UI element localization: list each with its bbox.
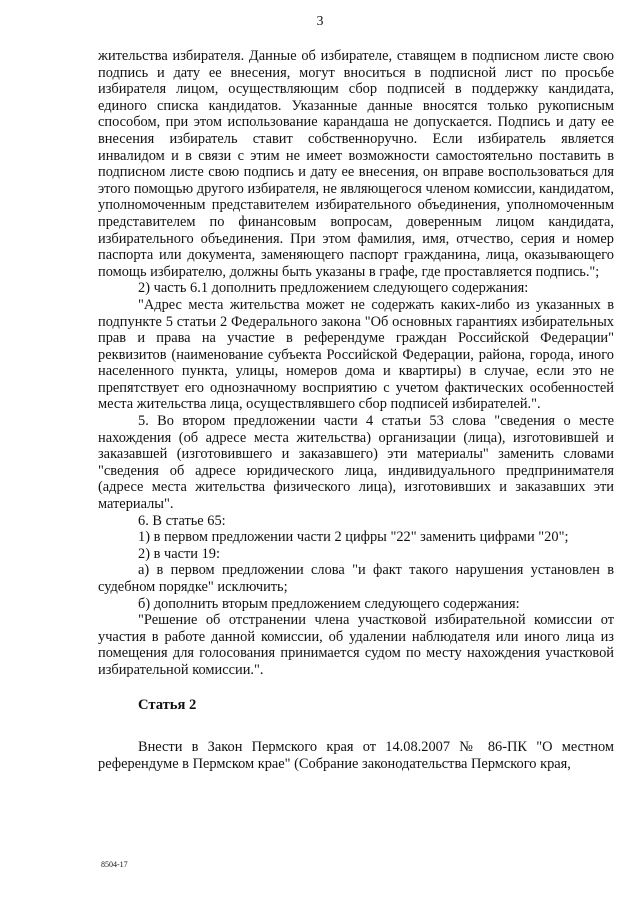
paragraph-item-2: 2) часть 6.1 дополнить предложением следующего содержания: <box>138 280 529 297</box>
article-heading: Статья 2 <box>138 696 197 713</box>
paragraph-address-quote: "Адрес места жительства может не содержать каких-либо из указанных в подпункте 5 статьи 2 Федерального закона "Об основных гарантиях избирательных прав и права на участие в референдуме граждан Российской Федерации" реквизитов (наименование субъекта Российской Федерации, района, города, иного населенного пункта, улицы, номеров дома и квартиры) в случае, если это не препятствует его однозначному восприятию с учетом фактических особенностей места жительства лица, осуществлявшего сбор подписей избирателей.". <box>98 296 614 413</box>
page-number: 3 <box>316 14 324 29</box>
paragraph-decision-quote: "Решение об отстранении члена участковой избирательной комиссии от участия в работе данной комиссии, об удалении наблюдателя или иного лица из помещения для голосования принимается судом по месту нахождения участковой избирательной комиссии.". <box>98 612 614 678</box>
paragraph-item-6: 6. В статье 65: <box>138 512 226 529</box>
paragraph-subitem-1: 1) в первом предложении части 2 цифры "22" заменить цифрами "20"; <box>138 529 569 546</box>
footer-code: 8504-17 <box>101 860 128 869</box>
paragraph-subitem-b: б) дополнить вторым предложением следующего содержания: <box>138 595 520 612</box>
paragraph-article2-intro: Внести в Закон Пермского края от 14.08.2007 № 86-ПК "О местном референдуме в Пермском крае" (Собрание законодательства Пермского края, <box>98 739 614 772</box>
document-body <box>98 48 614 772</box>
paragraph-voter-data: жительства избирателя. Данные об избирателе, ставящем в подписном листе свою подпись и дату ее внесения, могут вноситься в подписной лист по просьбе избирателя лицом, осуществляющим сбор подписей в поддержку кандидата, единого списка кандидатов. Указанные данные вносятся только рукописным способом, при этом использование карандаша не допускается. Подпись и дату ее внесения избиратель ставит собственноручно. Если избиратель является инвалидом и в связи с этим не имеет возможности самостоятельно поставить в подписном листе свою подпись и дату ее внесения, он вправе воспользоваться для этого помощью другого избирателя, не являющегося членом комиссии, кандидатом, уполномоченным представителем избирательного объединения, уполномоченным представителем по финансовым вопросам, доверенным лицом кандидата, избирательного объединения. При этом фамилия, имя, отчество, серия и номер паспорта или документа, заменяющего паспорт гражданина, лица, оказывающего помощь избирателю, должны быть указаны в графе, где проставляется подпись."; <box>98 48 614 280</box>
paragraph-item-5: 5. Во втором предложении части 4 статьи 53 слова "сведения о месте нахождения (об адресе места жительства) организации (лица), изготовившей и заказавшей (изготовившего и заказавшего) эти материалы" заменить словами "сведения об адресе юридического лица, индивидуального предпринимателя (адресе места жительства физического лица), изготовивших и заказавших эти материалы". <box>98 413 614 513</box>
paragraph-subitem-a: а) в первом предложении слова "и факт такого нарушения установлен в судебном порядке" исключить; <box>98 562 614 595</box>
paragraph-subitem-2: 2) в части 19: <box>138 545 220 562</box>
